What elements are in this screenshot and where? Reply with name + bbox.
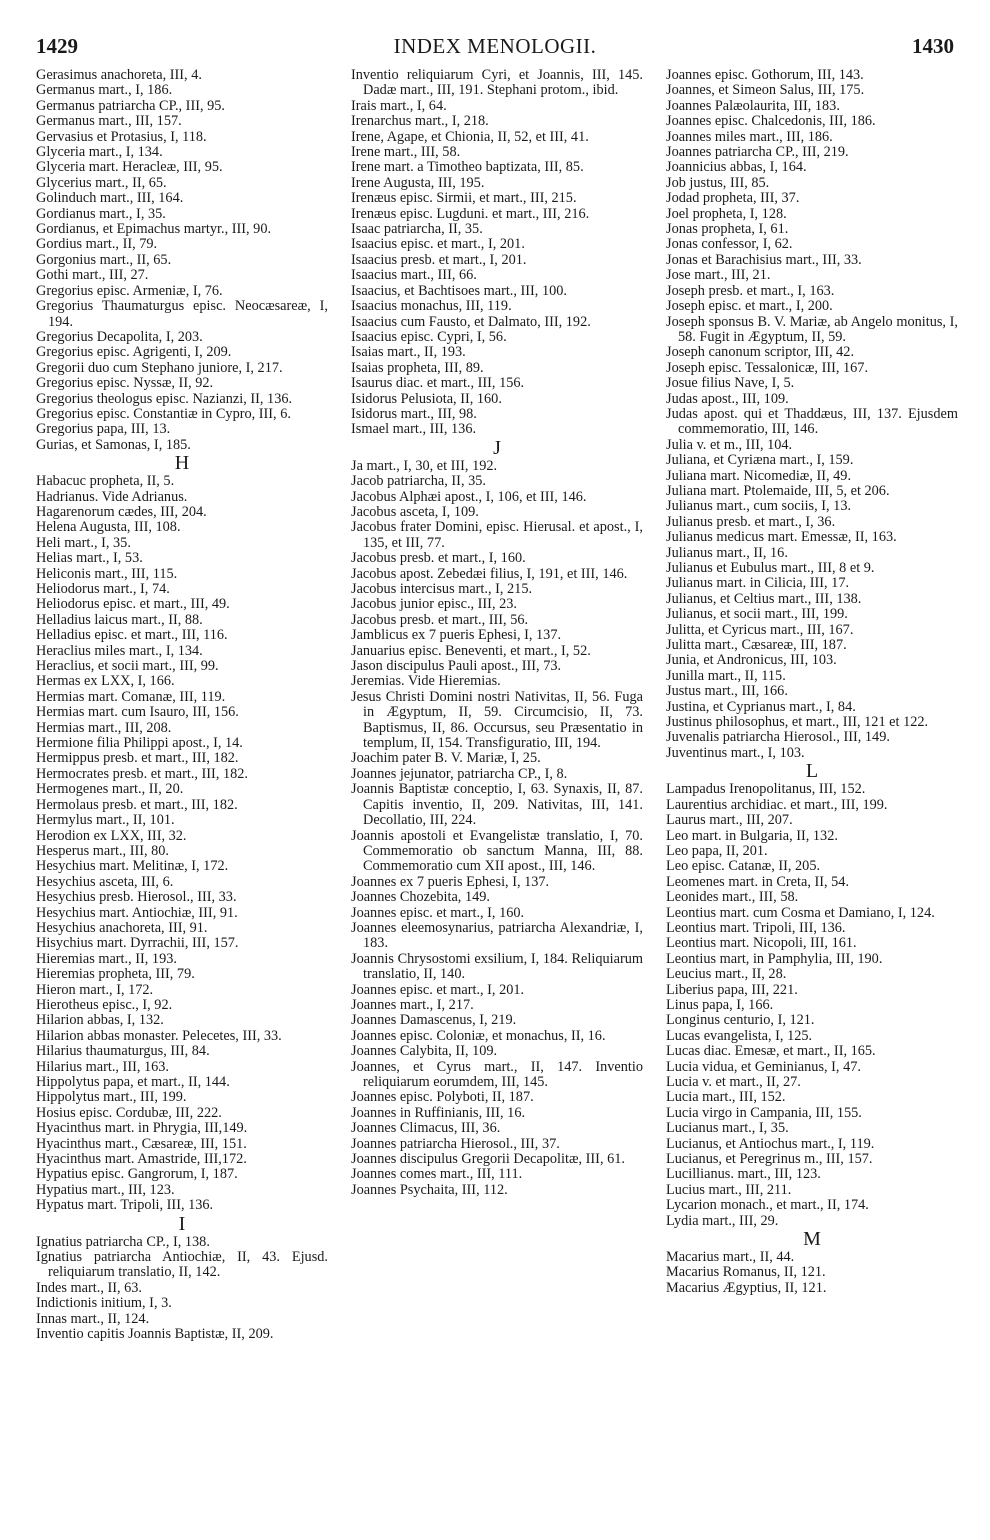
index-entry: Lucia v. et mart., II, 27. bbox=[666, 1074, 801, 1090]
index-entry: Macarius Ægyptius, II, 121. bbox=[666, 1279, 827, 1296]
index-entry: Jonas et Barachisius mart., III, 33. bbox=[666, 251, 862, 268]
index-entry: Hyacinthus mart. Amastride, III,172. bbox=[36, 1151, 247, 1168]
index-entry: Hieremias propheta, III, 79. bbox=[36, 966, 195, 983]
index-entry: Julianus mart., cum sociis, I, 13. bbox=[666, 498, 852, 515]
index-entry: Joannes, et Simeon Salus, III, 175. bbox=[666, 82, 865, 99]
index-entry: Junilla mart., II, 115. bbox=[666, 667, 786, 684]
index-entry: Jacobus presb. et mart., III, 56. bbox=[351, 611, 529, 628]
index-entry: Hesychius asceta, III, 6. bbox=[36, 873, 174, 890]
index-entry: Hermippus presb. et mart., III, 182. bbox=[36, 750, 239, 767]
index-entry: Linus papa, I, 166. bbox=[666, 996, 774, 1013]
index-entry: Leo episc. Catanæ, II, 205. bbox=[666, 858, 821, 875]
index-entry: Julia v. et m., III, 104. bbox=[666, 436, 793, 453]
index-entry: Joannes miles mart., III, 186. bbox=[666, 128, 833, 145]
index-entry: Hermogenes mart., II, 20. bbox=[36, 781, 184, 798]
index-entry: Lucillianus. mart., III, 123. bbox=[666, 1166, 821, 1183]
index-entry: Lycarion monach., et mart., II, 174. bbox=[666, 1197, 869, 1214]
index-entry: Inventio reliquiarum Cyri, et Joannis, III, 145. Dadæ mart., III, 191. Stephani protom., ibid. bbox=[351, 67, 643, 99]
index-entry: Leontius mart, in Pamphylia, III, 190. bbox=[666, 950, 883, 967]
index-entry: Isaacius monachus, III, 119. bbox=[351, 298, 512, 315]
index-entry: Germanus patriarcha CP., III, 95. bbox=[36, 97, 225, 114]
index-entry: Joannes ex 7 pueris Ephesi, I, 137. bbox=[351, 873, 550, 890]
index-entry: Joannes mart., I, 217. bbox=[351, 996, 474, 1013]
index-entry: Joannes Palæolaurita, III, 183. bbox=[666, 97, 840, 114]
index-entry: Juliana, et Cyriæna mart., I, 159. bbox=[666, 452, 854, 469]
index-entry: Gregorius papa, III, 13. bbox=[36, 421, 171, 438]
index-entry: Gregorii duo cum Stephano juniore, I, 217. bbox=[36, 359, 283, 376]
index-entry: Lucia virgo in Campania, III, 155. bbox=[666, 1104, 862, 1121]
index-entry: Isaacius presb. et mart., I, 201. bbox=[351, 251, 527, 268]
index-entry: Leontius mart. Tripoli, III, 136. bbox=[666, 919, 846, 936]
index-entry: Hypatus mart. Tripoli, III, 136. bbox=[36, 1197, 214, 1214]
index-entry: Leontius mart. Nicopoli, III, 161. bbox=[666, 935, 857, 952]
index-entry: Lucas evangelista, I, 125. bbox=[666, 1027, 813, 1044]
index-entry: Joannes episc. Chalcedonis, III, 186. bbox=[666, 113, 876, 130]
index-entry: Isaac patriarcha, II, 35. bbox=[351, 221, 483, 238]
index-entry: Joannes Climacus, III, 36. bbox=[351, 1120, 501, 1137]
index-entry: Gothi mart., III, 27. bbox=[36, 267, 149, 284]
index-entry: Hermias mart. Comanæ, III, 119. bbox=[36, 688, 226, 705]
index-entry: Hippolytus papa, et mart., II, 144. bbox=[36, 1074, 230, 1090]
index-entry: Leo papa, II, 201. bbox=[666, 842, 768, 859]
index-entry: Jacobus asceta, I, 109. bbox=[351, 503, 479, 520]
index-entry: Joel propheta, I, 128. bbox=[666, 205, 787, 222]
index-entry: Hesychius mart. Melitinæ, I, 172. bbox=[36, 858, 229, 875]
index-entry: Hermolaus presb. et mart., III, 182. bbox=[36, 796, 238, 813]
section-letter: L bbox=[805, 760, 819, 783]
index-entry: Joannes jejunator, patriarcha CP., I, 8. bbox=[351, 765, 568, 782]
index-entry: Gregorius theologus episc. Nazianzi, II, 136. bbox=[36, 390, 293, 407]
section-letter: M bbox=[803, 1228, 821, 1251]
index-entry: Isaias mart., II, 193. bbox=[351, 344, 466, 361]
index-entry: Heliodorus episc. et mart., III, 49. bbox=[36, 596, 230, 613]
index-entry: Joseph presb. et mart., I, 163. bbox=[666, 282, 835, 299]
index-entry: Gordianus mart., I, 35. bbox=[36, 205, 166, 222]
index-entry: Heliconis mart., III, 115. bbox=[36, 565, 178, 582]
index-entry: Gordius mart., II, 79. bbox=[36, 236, 158, 253]
index-entry: Irene mart., III, 58. bbox=[351, 144, 461, 161]
index-entry: Hermocrates presb. et mart., III, 182. bbox=[36, 765, 248, 782]
index-entry: Ignatius patriarcha CP., I, 138. bbox=[36, 1233, 210, 1250]
index-column-2 bbox=[351, 68, 643, 1198]
index-entry: Leo mart. in Bulgaria, II, 132. bbox=[666, 827, 838, 844]
index-entry: Irenæus episc. Sirmii, et mart., III, 215. bbox=[351, 190, 577, 207]
page-header bbox=[36, 34, 954, 64]
index-entry: Laurentius archidiac. et mart., III, 199. bbox=[666, 796, 888, 813]
index-entry: Glycerius mart., II, 65. bbox=[36, 174, 167, 191]
index-entry: Isidorus Pelusiota, II, 160. bbox=[351, 390, 502, 407]
index-entry: Isidorus mart., III, 98. bbox=[351, 405, 477, 422]
index-entry: Gordianus, et Epimachus martyr., III, 90. bbox=[36, 221, 272, 238]
index-entry: Glyceria mart., I, 134. bbox=[36, 144, 163, 161]
index-entry: Jacob patriarcha, II, 35. bbox=[351, 473, 486, 490]
index-entry: Hypatius mart., III, 123. bbox=[36, 1181, 175, 1198]
index-entry: Joannis Chrysostomi exsilium, I, 184. Reliquiarum translatio, II, 140. bbox=[351, 950, 643, 983]
index-entry: Joachim pater B. V. Mariæ, I, 25. bbox=[351, 750, 541, 767]
index-entry: Hesychius mart. Antiochiæ, III, 91. bbox=[36, 904, 238, 921]
index-entry: Ja mart., I, 30, et III, 192. bbox=[351, 457, 498, 474]
index-entry: Hisychius mart. Dyrrachii, III, 157. bbox=[36, 935, 239, 952]
index-entry: Jonas confessor, I, 62. bbox=[666, 236, 793, 253]
index-entry: Isaacius episc. et mart., I, 201. bbox=[351, 236, 525, 253]
index-entry: Isaacius mart., III, 66. bbox=[351, 267, 477, 284]
index-entry: Jamblicus ex 7 pueris Ephesi, I, 137. bbox=[351, 627, 562, 644]
index-entry: Judas apost. qui et Thaddæus, III, 137. Ejusdem commemoratio, III, 146. bbox=[666, 405, 958, 438]
index-entry: Habacuc propheta, II, 5. bbox=[36, 473, 175, 490]
index-entry: Isaacius, et Bachtisoes mart., III, 100. bbox=[351, 282, 567, 299]
section-letter: I bbox=[178, 1212, 186, 1235]
index-entry: Justinus philosophus, et mart., III, 121 et 122. bbox=[666, 714, 929, 731]
index-entry: Jacobus apost. Zebedæi filius, I, 191, et III, 146. bbox=[351, 565, 628, 582]
index-entry: Macarius mart., II, 44. bbox=[666, 1249, 795, 1266]
index-columns bbox=[36, 68, 956, 1530]
index-entry: Isaacius episc. Cypri, I, 56. bbox=[351, 328, 507, 345]
index-entry: Joseph episc. Tessalonicæ, III, 167. bbox=[666, 359, 869, 376]
index-entry: Hesychius anachoreta, III, 91. bbox=[36, 919, 208, 936]
index-entry: Juliana mart. Nicomediæ, II, 49. bbox=[666, 467, 852, 484]
index-entry: Glyceria mart. Heracleæ, III, 95. bbox=[36, 159, 223, 176]
index-entry: Jacobus intercisus mart., I, 215. bbox=[351, 581, 533, 597]
index-entry: Hosius episc. Cordubæ, III, 222. bbox=[36, 1104, 222, 1121]
index-entry: Joannes episc. et mart., I, 160. bbox=[351, 904, 525, 921]
index-column-1 bbox=[36, 68, 328, 1343]
index-entry: Hierotheus episc., I, 92. bbox=[36, 996, 173, 1013]
index-entry: Hadrianus. Vide Adrianus. bbox=[36, 488, 188, 505]
index-entry: Jose mart., III, 21. bbox=[666, 267, 771, 284]
index-entry: Julianus et Eubulus mart., III, 8 et 9. bbox=[666, 560, 875, 576]
left-page-number: 1429 bbox=[36, 34, 78, 58]
index-entry: Joannes episc. et mart., I, 201. bbox=[351, 981, 525, 998]
index-entry: Gregorius episc. Armeniæ, I, 76. bbox=[36, 282, 223, 299]
index-entry: Joannes episc. Polyboti, II, 187. bbox=[351, 1089, 534, 1106]
index-entry: Gregorius Decapolita, I, 203. bbox=[36, 328, 203, 345]
index-entry: Joannis apostoli et Evangelistæ translatio, I, 70. Commemoratio ob sanctum Manna, III, 88. Commemoratio cum XII apost., III, 146. bbox=[351, 827, 643, 875]
index-entry: Hesychius presb. Hierosol., III, 33. bbox=[36, 889, 237, 906]
index-entry: Hyacinthus mart., Cæsareæ, III, 151. bbox=[36, 1135, 247, 1152]
index-entry: Hippolytus mart., III, 199. bbox=[36, 1089, 187, 1106]
index-entry: Joannes Chozebita, 149. bbox=[351, 889, 490, 906]
index-entry: Lucius mart., III, 211. bbox=[666, 1181, 792, 1198]
index-entry: Jason discipulus Pauli apost., III, 73. bbox=[351, 658, 562, 675]
index-entry: Jacobus presb. et mart., I, 160. bbox=[351, 550, 526, 567]
index-entry: Macarius Romanus, II, 121. bbox=[666, 1264, 826, 1281]
index-entry: Justus mart., III, 166. bbox=[666, 683, 788, 700]
index-entry: Indes mart., II, 63. bbox=[36, 1279, 143, 1296]
index-entry: Hagarenorum cædes, III, 204. bbox=[36, 503, 207, 520]
index-entry: Helias mart., I, 53. bbox=[36, 550, 143, 567]
index-entry: Heliodorus mart., I, 74. bbox=[36, 581, 170, 597]
index-entry: Joseph sponsus B. V. Mariæ, ab Angelo monitus, I, 58. Fugit in Ægyptum, II, 59. bbox=[666, 313, 958, 345]
index-entry: Helladius episc. et mart., III, 116. bbox=[36, 627, 228, 644]
index-entry: Joannes in Ruffinianis, III, 16. bbox=[351, 1104, 526, 1121]
index-entry: Irenæus episc. Lugduni. et mart., III, 216. bbox=[351, 205, 590, 222]
index-entry: Herodion ex LXX, III, 32. bbox=[36, 827, 187, 844]
index-entry: Lucia vidua, et Geminianus, I, 47. bbox=[666, 1058, 861, 1075]
index-entry: Hilarion abbas monaster. Pelecetes, III, 33. bbox=[36, 1027, 282, 1044]
index-entry: Helladius laicus mart., II, 88. bbox=[36, 611, 203, 628]
index-entry: Lucas diac. Emesæ, et mart., II, 165. bbox=[666, 1043, 876, 1060]
index-entry: Hilarius mart., III, 163. bbox=[36, 1058, 170, 1075]
index-entry: Jonas propheta, I, 61. bbox=[666, 221, 789, 238]
index-entry: Gurias, et Samonas, I, 185. bbox=[36, 436, 191, 453]
index-entry: Januarius episc. Beneventi, et mart., I, 52. bbox=[351, 642, 591, 659]
index-entry: Junia, et Andronicus, III, 103. bbox=[666, 652, 837, 669]
index-entry: Joseph canonum scriptor, III, 42. bbox=[666, 344, 855, 361]
index-entry: Irene Augusta, III, 195. bbox=[351, 174, 485, 191]
index-entry: Liberius papa, III, 221. bbox=[666, 981, 798, 998]
index-entry: Isaurus diac. et mart., III, 156. bbox=[351, 375, 525, 392]
index-entry: Hilarion abbas, I, 132. bbox=[36, 1012, 164, 1029]
index-entry: Hermione filia Philippi apost., I, 14. bbox=[36, 735, 243, 752]
index-entry: Joannes Damascenus, I, 219. bbox=[351, 1012, 517, 1029]
index-entry: Julianus, et socii mart., III, 199. bbox=[666, 606, 848, 623]
index-entry: Heli mart., I, 35. bbox=[36, 534, 131, 551]
index-entry: Ismael mart., III, 136. bbox=[351, 421, 477, 438]
index-entry: Leontius mart. cum Cosma et Damiano, I, 124. bbox=[666, 904, 935, 921]
index-entry: Germanus mart., III, 157. bbox=[36, 113, 182, 130]
section-letter: J bbox=[493, 436, 501, 459]
index-entry: Job justus, III, 85. bbox=[666, 174, 770, 191]
index-entry: Lucianus, et Peregrinus m., III, 157. bbox=[666, 1151, 873, 1168]
index-entry: Indictionis initium, I, 3. bbox=[36, 1295, 172, 1312]
index-entry: Hyacinthus mart. in Phrygia, III,149. bbox=[36, 1120, 248, 1137]
index-entry: Jodad propheta, III, 37. bbox=[666, 190, 800, 207]
index-column-3 bbox=[666, 68, 958, 1296]
index-entry: Hermias mart. cum Isauro, III, 156. bbox=[36, 704, 239, 721]
index-entry: Lampadus Irenopolitanus, III, 152. bbox=[666, 781, 866, 798]
index-entry: Gregorius episc. Agrigenti, I, 209. bbox=[36, 344, 232, 361]
index-entry: Joannes episc. Gothorum, III, 143. bbox=[666, 67, 864, 83]
index-entry: Germanus mart., I, 186. bbox=[36, 82, 173, 99]
index-entry: Jesus Christi Domini nostri Nativitas, II, 56. Fuga in Ægyptum, II, 59. Circumcisio, II, 73. Baptismus, II, 86. Occursus, seu Præsentatio in templum, II, 154. Transfiguratio, III, 194. bbox=[351, 688, 643, 752]
index-entry: Irais mart., I, 64. bbox=[351, 97, 447, 114]
index-entry: Joannes discipulus Gregorii Decapolitæ, III, 61. bbox=[351, 1151, 625, 1168]
index-entry: Ignatius patriarcha Antiochiæ, II, 43. Ejusd. reliquiarum translatio, II, 142. bbox=[36, 1249, 328, 1281]
page-title: INDEX MENOLOGII. bbox=[393, 34, 597, 58]
index-entry: Julianus, et Celtius mart., III, 138. bbox=[666, 590, 862, 607]
index-entry: Hilarius thaumaturgus, III, 84. bbox=[36, 1043, 210, 1060]
index-entry: Joseph episc. et mart., I, 200. bbox=[666, 298, 833, 315]
index-entry: Longinus centurio, I, 121. bbox=[666, 1012, 815, 1029]
index-entry: Joannicius abbas, I, 164. bbox=[666, 159, 807, 176]
index-entry: Hermylus mart., II, 101. bbox=[36, 812, 175, 829]
index-entry: Hieremias mart., II, 193. bbox=[36, 950, 177, 967]
index-entry: Leucius mart., II, 28. bbox=[666, 966, 787, 983]
right-page-number: 1430 bbox=[912, 34, 954, 58]
index-entry: Irene mart. a Timotheo baptizata, III, 85. bbox=[351, 159, 584, 176]
index-entry: Joannes patriarcha CP., III, 219. bbox=[666, 144, 849, 161]
index-entry: Juvenalis patriarcha Hierosol., III, 149. bbox=[666, 729, 890, 746]
index-entry: Lucia mart., III, 152. bbox=[666, 1089, 786, 1106]
index-entry: Jeremias. Vide Hieremias. bbox=[351, 673, 501, 690]
index-entry: Hieron mart., I, 172. bbox=[36, 981, 154, 998]
index-entry: Lucianus, et Antiochus mart., I, 119. bbox=[666, 1135, 875, 1152]
index-entry: Golinduch mart., III, 164. bbox=[36, 190, 184, 207]
index-entry: Hesperus mart., III, 80. bbox=[36, 842, 170, 859]
index-entry: Joannes Calybita, II, 109. bbox=[351, 1043, 498, 1060]
index-entry: Helena Augusta, III, 108. bbox=[36, 519, 181, 536]
index-entry: Justina, et Cyprianus mart., I, 84. bbox=[666, 698, 856, 715]
index-entry: Gerasimus anachoreta, III, 4. bbox=[36, 67, 202, 83]
index-entry: Julianus mart., II, 16. bbox=[666, 544, 788, 561]
index-entry: Innas mart., II, 124. bbox=[36, 1310, 150, 1327]
index-entry: Julianus medicus mart. Emessæ, II, 163. bbox=[666, 529, 897, 546]
index-entry: Joannes comes mart., III, 111. bbox=[351, 1166, 523, 1183]
index-entry: Judas apost., III, 109. bbox=[666, 390, 789, 407]
index-entry: Hypatius episc. Gangrorum, I, 187. bbox=[36, 1166, 238, 1183]
index-entry: Jacobus frater Domini, episc. Hierusal. et apost., I, 135, et III, 77. bbox=[351, 519, 643, 551]
index-entry: Gervasius et Protasius, I, 118. bbox=[36, 128, 207, 145]
index-entry: Laurus mart., III, 207. bbox=[666, 812, 793, 829]
index-entry: Juliana mart. Ptolemaide, III, 5, et 206. bbox=[666, 482, 890, 499]
index-entry: Irene, Agape, et Chionia, II, 52, et III, 41. bbox=[351, 128, 589, 145]
index-entry: Leonides mart., III, 58. bbox=[666, 889, 799, 906]
section-letter: H bbox=[174, 452, 190, 475]
index-entry: Gregorius episc. Constantiæ in Cypro, III, 6. bbox=[36, 405, 291, 422]
index-entry: Juventinus mart., I, 103. bbox=[666, 744, 805, 761]
index-entry: Inventio capitis Joannis Baptistæ, II, 209. bbox=[36, 1326, 274, 1343]
index-entry: Heraclius miles mart., I, 134. bbox=[36, 642, 203, 659]
index-entry: Leomenes mart. in Creta, II, 54. bbox=[666, 873, 850, 890]
index-entry: Joannes episc. Coloniæ, et monachus, II, 16. bbox=[351, 1027, 606, 1044]
index-entry: Gorgonius mart., II, 65. bbox=[36, 251, 172, 268]
index-entry: Gregorius episc. Nyssæ, II, 92. bbox=[36, 375, 214, 392]
index-entry: Jacobus Alphæi apost., I, 106, et III, 146. bbox=[351, 488, 587, 505]
index-entry: Joannes eleemosynarius, patriarcha Alexandriæ, I, 183. bbox=[351, 919, 643, 952]
index-entry: Lucianus mart., I, 35. bbox=[666, 1120, 789, 1137]
index-entry: Josue filius Nave, I, 5. bbox=[666, 375, 795, 392]
index-entry: Lydia mart., III, 29. bbox=[666, 1212, 779, 1229]
index-entry: Julianus presb. et mart., I, 36. bbox=[666, 513, 836, 530]
index-entry: Heraclius, et socii mart., III, 99. bbox=[36, 658, 219, 675]
index-entry: Joannes Psychaita, III, 112. bbox=[351, 1181, 508, 1198]
index-entry: Joannis Baptistæ conceptio, I, 63. Synaxis, II, 87. Capitis inventio, II, 209. Nativitas, III, 141. Decollatio, III, 224. bbox=[351, 781, 643, 829]
index-entry: Julitta, et Cyricus mart., III, 167. bbox=[666, 621, 854, 638]
index-entry: Irenarchus mart., I, 218. bbox=[351, 113, 489, 130]
index-entry: Gregorius Thaumaturgus episc. Neocæsareæ, I, 194. bbox=[36, 298, 328, 330]
index-entry: Julitta mart., Cæsareæ, III, 187. bbox=[666, 637, 847, 654]
index-entry: Jacobus junior episc., III, 23. bbox=[351, 596, 517, 613]
index-entry: Joannes, et Cyrus mart., II, 147. Inventio reliquiarum eorumdem, III, 145. bbox=[351, 1058, 643, 1090]
index-entry: Isaias propheta, III, 89. bbox=[351, 359, 484, 376]
index-entry: Hermias mart., III, 208. bbox=[36, 719, 172, 736]
index-entry: Isaacius cum Fausto, et Dalmato, III, 192. bbox=[351, 313, 591, 330]
index-entry: Julianus mart. in Cilicia, III, 17. bbox=[666, 575, 850, 592]
index-entry: Joannes patriarcha Hierosol., III, 37. bbox=[351, 1135, 560, 1152]
index-entry: Hermas ex LXX, I, 166. bbox=[36, 673, 175, 690]
